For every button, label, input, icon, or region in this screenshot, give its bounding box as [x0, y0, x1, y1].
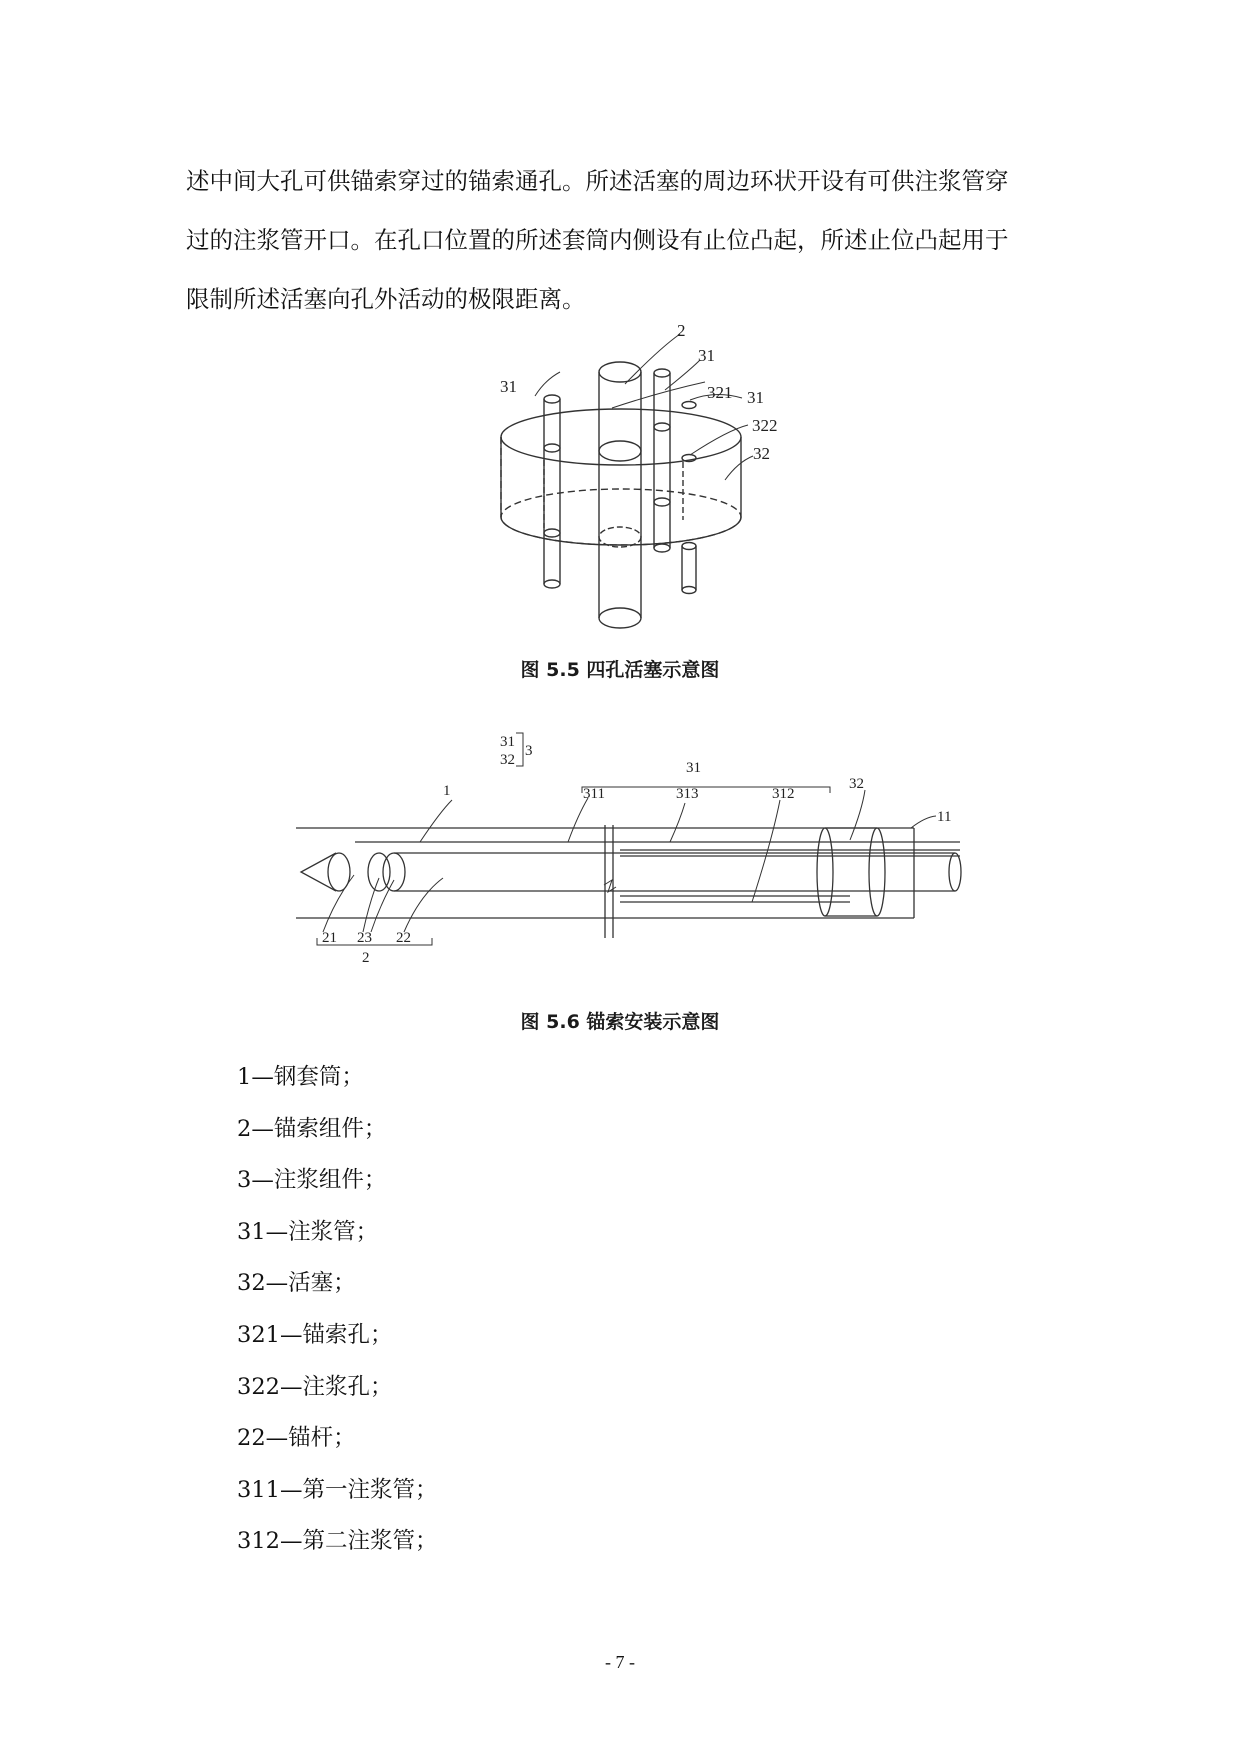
grouting-holes-right [682, 402, 696, 594]
piston-body [501, 409, 741, 545]
legend-item: 1—钢套筒； [237, 1064, 364, 1090]
label-311: 311 [583, 786, 605, 802]
label-31-top: 31 [698, 346, 715, 365]
label-31-right: 31 [747, 388, 764, 407]
label-22: 22 [396, 930, 411, 946]
anchor-cable-tube [599, 362, 641, 628]
paragraph-line: 限制所述活塞向孔外活动的极限距离。 [186, 285, 586, 313]
label-322: 322 [752, 416, 778, 435]
label-21: 21 [322, 930, 337, 946]
figure-caption-5-6: 图 5.6 锚索安装示意图 [520, 1011, 720, 1033]
grouting-pipe-back [654, 369, 670, 552]
label-32: 32 [753, 444, 770, 463]
figure-caption-5-5: 图 5.5 四孔活塞示意图 [520, 659, 720, 681]
legend-item: 22—锚杆； [237, 1425, 356, 1452]
legend-item: 3—注浆组件； [237, 1167, 387, 1194]
installation-diagram [0, 700, 1240, 1000]
page-number: - 7 - [605, 1652, 635, 1672]
legend-item: 311—第一注浆管； [237, 1476, 438, 1503]
label-321: 321 [707, 383, 733, 402]
legend-item: 322—注浆孔； [237, 1373, 393, 1400]
label-31: 31 [686, 760, 701, 776]
figure-anchor-installation [0, 700, 1240, 1000]
legend-item: 2—锚索组件； [237, 1115, 387, 1142]
key-bracket [500, 733, 533, 768]
label-313: 313 [676, 786, 699, 802]
label-2: 2 [362, 950, 370, 966]
figure-four-hole-piston [0, 0, 1240, 640]
label-23: 23 [357, 930, 372, 946]
label-312: 312 [772, 786, 795, 802]
label-32: 32 [849, 776, 864, 792]
piston [817, 828, 885, 916]
label-2: 2 [677, 321, 686, 340]
legend-list [237, 1052, 437, 1568]
paragraph-line: 过的注浆管开口。在孔口位置的所述套筒内侧设有止位凸起，所述止位凸起用于 [186, 226, 1009, 254]
key-label-31: 31 [500, 734, 515, 750]
piston-diagram [0, 0, 1240, 640]
label-11: 11 [937, 809, 952, 825]
label-31-left: 31 [500, 377, 517, 396]
key-label-32: 32 [500, 752, 515, 768]
leader-lines [535, 334, 753, 480]
legend-item: 312—第二注浆管； [237, 1528, 438, 1555]
paragraph-line: 述中间大孔可供锚索穿过的锚索通孔。所述活塞的周边环状开设有可供注浆管穿 [186, 167, 1009, 195]
grouting-pipe-left [544, 395, 560, 588]
anchor-bolt [301, 853, 961, 892]
legend-item: 321—锚索孔； [237, 1321, 393, 1348]
label-1: 1 [443, 783, 451, 799]
leader-lines-2 [323, 790, 936, 932]
legend-item: 31—注浆管； [237, 1218, 379, 1245]
legend-item: 32—活塞； [237, 1270, 356, 1297]
key-label-3: 3 [525, 743, 533, 759]
